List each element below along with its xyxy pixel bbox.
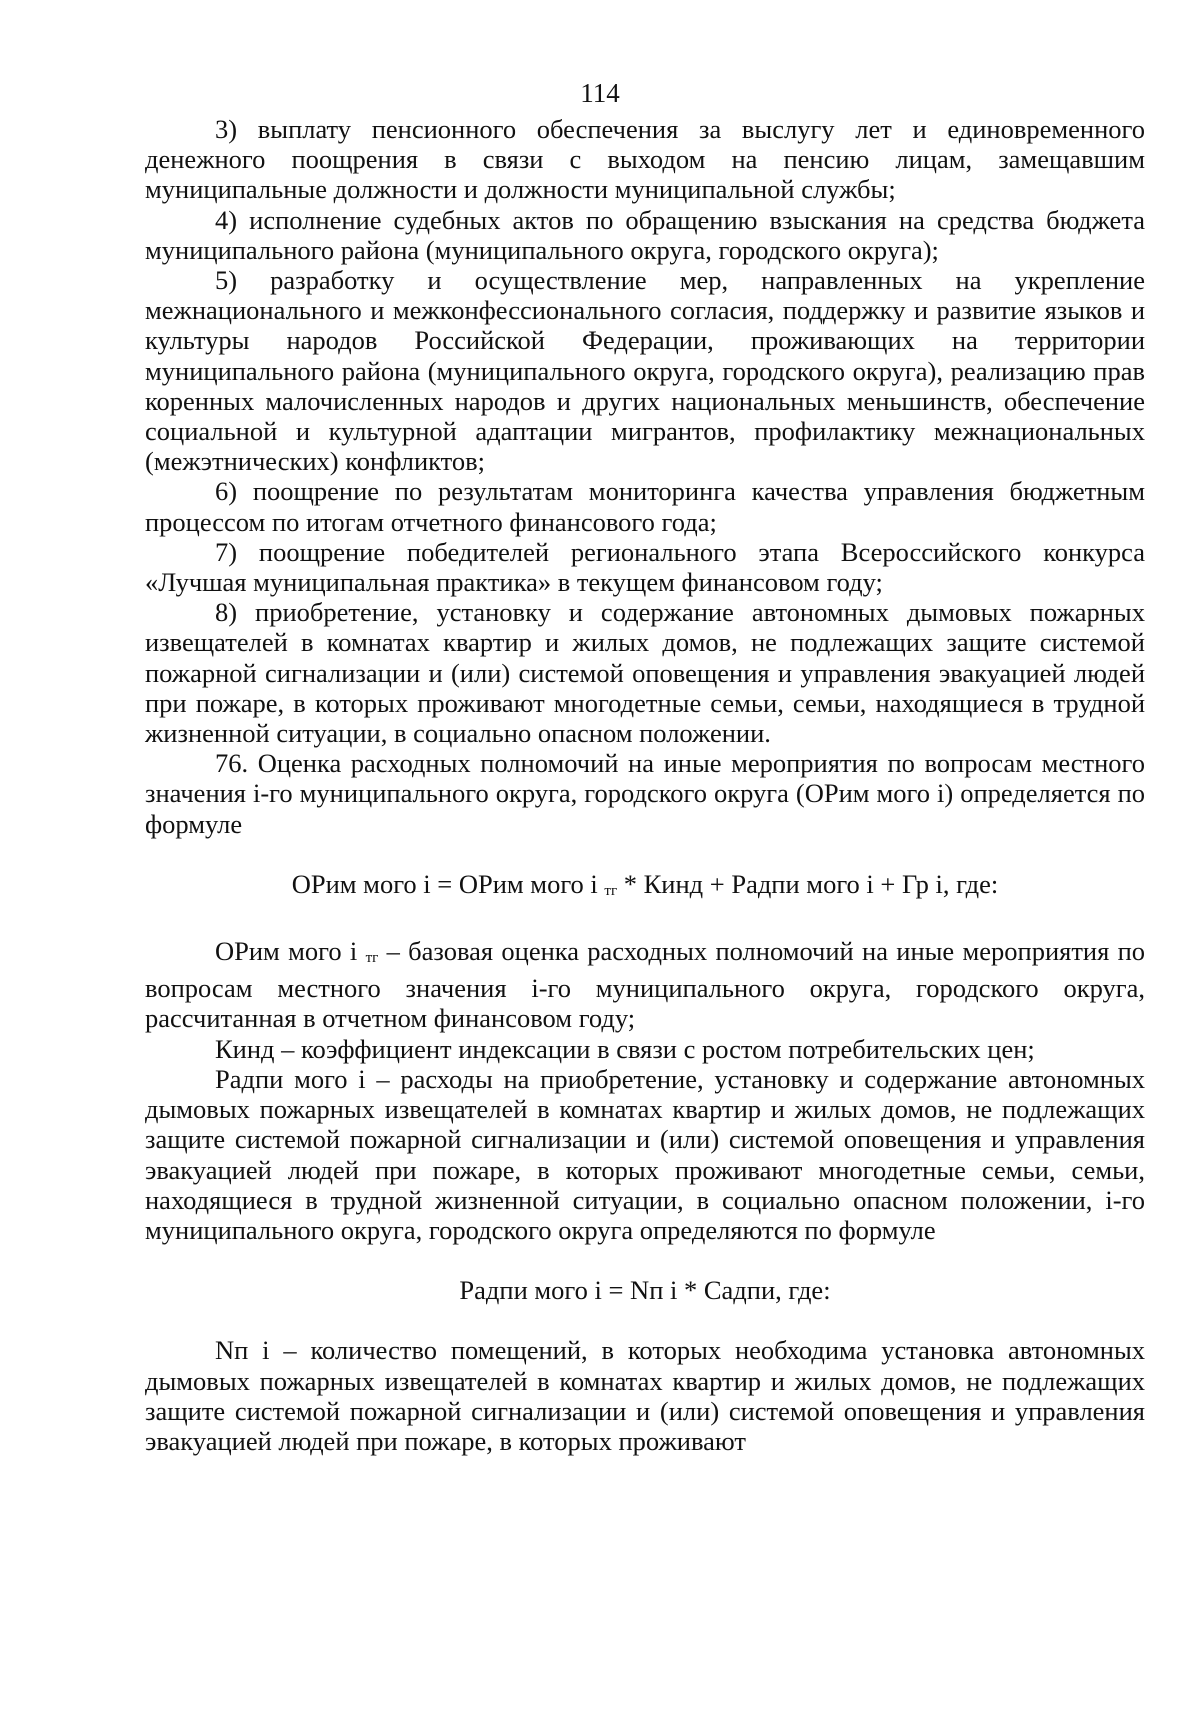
definition-np: Nп i – количество помещений, в которых необходима установка автономных дымовых пожарных извещателей в комнатах квартир и жилых домов, не подлежащих защите системой пожарной сигнализации и (или) системой оповещения и управления эвакуацией людей при пожаре, в которых проживают (145, 1335, 1145, 1456)
formula-orim-subscript: тг (604, 882, 618, 899)
paragraph-76: 76. Оценка расходных полномочий на иные мероприятия по вопросам местного значения i-го муниципального округа, городского округа (ОРим мого i) определяется по формуле (145, 748, 1145, 839)
definition-orim-term: ОРим мого i (215, 936, 358, 967)
definition-orim-text: – базовая оценка расходных полномочий на иные мероприятия по вопросам местного значения i-го муниципального округа, городского округа, рассчитанная в отчетном финансовом году; (145, 936, 1146, 1034)
page-number: 114 (580, 78, 620, 108)
document-body (145, 114, 1145, 1456)
paragraph-item-6: 6) поощрение по результатам мониторинга качества управления бюджетным процессом по итогам отчетного финансового года; (145, 476, 1145, 537)
formula-radpi: Радпи мого i = Nп i * Садпи, где: (459, 1275, 831, 1306)
formula-orim-part1: ОРим мого i = ОРим мого i (291, 868, 598, 899)
definition-radpi: Радпи мого i – расходы на приобретение, установку и содержание автономных дымовых пожарных извещателей в комнатах квартир и жилых домов, не подлежащих защите системой пожарной сигнализации и (или) системой оповещения и управления эвакуацией людей при пожаре, в которых проживают многодетные семьи, семьи, находящиеся в трудной жизненной ситуации, в социально опасном положении, i-го муниципального округа, городского округа определяются по формуле (145, 1063, 1145, 1245)
paragraph-item-3: 3) выплату пенсионного обеспечения за выслугу лет и единовременного денежного поощрения в связи с выходом на пенсию лицам, замещавшим муниципальные должности и должности муниципальной службы; (145, 114, 1145, 205)
definition-orim-base (145, 936, 1145, 1034)
paragraph-item-8: 8) приобретение, установку и содержание автономных дымовых пожарных извещателей в комнатах квартир и жилых домов, не подлежащих защите системой пожарной сигнализации и (или) системой оповещения и управления эвакуацией людей при пожаре, в которых проживают многодетные семьи, семьи, находящиеся в трудной жизненной ситуации, в социально опасном положении. (145, 597, 1145, 749)
definition-kind: Кинд – коэффициент индексации в связи с ростом потребительских цен; (215, 1033, 1035, 1064)
paragraph-item-5: 5) разработку и осуществление мер, направленных на укрепление межнационального и межконфессионального согласия, поддержку и развитие языков и культуры народов Российской Федерации, проживающих на территории муниципального района (муниципального округа, городского округа), реализацию прав коренных малочисленных народов и других национальных меньшинств, обеспечение социальной и культурной адаптации мигрантов, профилактику межнациональных (межэтнических) конфликтов; (145, 265, 1145, 477)
formula-orim-part2: * Кинд + Радпи мого i + Гр i, где: (623, 868, 999, 899)
paragraph-item-7: 7) поощрение победителей регионального этапа Всероссийского конкурса «Лучшая муниципальная практика» в текущем финансовом году; (145, 536, 1145, 598)
formula-orim (145, 869, 1145, 906)
definition-orim-subscript: тг (365, 950, 379, 967)
paragraph-item-4: 4) исполнение судебных актов по обращению взыскания на средства бюджета муниципального района (муниципального округа, городского округа); (145, 204, 1145, 265)
